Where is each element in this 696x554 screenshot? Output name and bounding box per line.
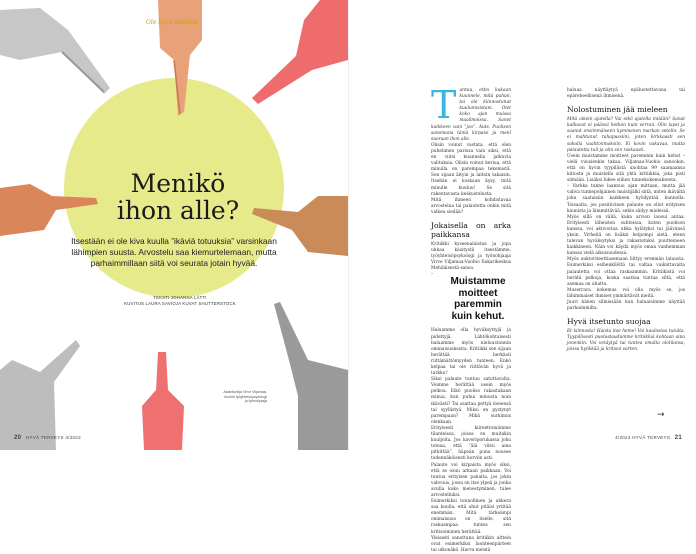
body-paragraph: Usein muistamme moitteet paremmin kuin kehut – vielä vuosienkin takaa. Viljamaa-Vuohio sanookin, että on hyvin tyypillistä unohtaa 99 saamaansa kiitosta ja muistella sitä yhtä kritiikkia, joka pisti silmään. Lisäksi lukee siihen tunnekokemuksesta. — [567, 153, 685, 184]
hand-top-left-icon — [0, 0, 120, 100]
body-paragraph: haluaa näyttäytyä epäluotettavana tai epäreheellisenä ihmisenä. — [567, 88, 685, 100]
body-paragraph: Esimerkiksi tunnollinen ja ahkera saa kuulla, että ohut pitäisi yrittää enemmän. Mitä tärkeämpi ominaisuus on itselle, sitä raskaampaa tuntea sen kritisoiminen herättää. — [431, 499, 511, 535]
body-paragraph: Olisin voinut vastata, että olen puhelimen parissa vain siksi, että en viitsi kuunnella jatkuvia valituksia. Olisin voinut keriua, että minulla on parempaa tekemistä. Sen sijaan äityin ja laitoin takaisin. Itsehän ei koskaan kysy, mitä minulle kuuluu! Se sitä rakentavasta keskustelusta. — [431, 142, 511, 197]
left-folio — [14, 435, 81, 441]
intro-paragraph: untuu, etteı kukaan kuunnele, mitä puhun, tai ole kiinnostunut kuulumisistani. Olet koko ajan muissa maailmoissa. Sanot kaikkeen vain ”joo”. Auts. Puolison sanomana tämä kirpaisi ja menī suoraan ihon alle. — [431, 88, 511, 142]
body-paragraph: Et kiinnosta! Haista itse heme! Voi kuulostaa tutulta. Tyypillisesti puolustaudumme kritiikkiä kohtaan aina jonenkin. Voi vetäytyä tai tuntea omalta olotilansa, joissa hyökkää ja kritisoi varten. — [567, 329, 685, 353]
body-paragraph: Myös auktoriteettiasemaan liittyy erenmän latausta. Esimerkiksi esihenkilöltä tai valtaa vaikuttavalta palautetta voi ottaa raskaammin. Kritiikistä voi herätä pelkoja, koska saattaa tuntua siltä, että asemaa on uhattu. — [567, 257, 685, 287]
body-paragraph: Kritiikki kyseenalaistaa ja jopa uhkaa käsitystä itsestämme, työyhteisöpsykologi ja työnohjaaja Virve Viljamaa-Vuohio Ilakarikeskus Mehiläisestä sanoo. — [431, 241, 511, 272]
body-paragraph: Siksi palaute tuntuu satuttavalta. Voimme herättää usein myös pelkoa. Eikö puoliso rakastakaan minua, kun puhui minusta noin ikävästi? Tai saattaa pettyä itseensä tai syyllistyä. Miksi en pystynyt parempaan? Mikä surkimus olenkaan. — [431, 377, 511, 425]
body-paragraph: – Varkka tunne laannuu ajan mittaan, mutta jää vahva tunnepohjainen muistijälki siitä, miten ikävältä joku saataisiin kaikkeen hyödyntää kunnolla. Toisaalta, jos positiivinen palaute on ollut erityisen kaunista ja lämmittävää, sekin säilyy mielessä. — [567, 184, 685, 214]
left-folio-text: HYVÄ TERVEYS 4/2022 — [25, 435, 81, 440]
subheading: Nolostuminen jää mieleen — [567, 105, 668, 115]
subheading: Jokaisella on arka paikkansa — [431, 220, 511, 239]
column-2 — [567, 88, 685, 354]
left-page — [0, 0, 348, 450]
subheading: Hyvä itsetunto suojaa — [567, 317, 651, 327]
hand-top-center-icon — [150, 0, 210, 120]
hand-top-right-icon — [240, 0, 348, 110]
body-paragraph: Muserrava kokemus voi olla myös se, jos lähimmaiset ihmiset ymmärtävät meitä. — [567, 287, 685, 299]
right-page — [348, 0, 696, 553]
credit-text: TEKSTI JOHANNA LÄTTI — [153, 295, 207, 300]
credit-photos: KUVITUS LAURA SAVIOJA KUVAT SHUTTERSTOCK — [124, 301, 236, 306]
left-page-number: 20 — [14, 435, 22, 441]
body-paragraph: Yleisesti sanottuna kritiikin alttein ovat esimerkiksi luonteenpiirteet tai ulkonäkö. Harva meistä — [431, 535, 511, 553]
body-paragraph: Erityisesti kiireettomiimme tilanteissa, joissa on muitakin kuuljoita. Jos kaveriporukassa joku toteaa, että ”älä viitsi aina pitkittää”, häpeän puna nousee todennäköisesti korviin asti. — [431, 425, 511, 462]
hand-bottom-right-icon — [268, 300, 348, 450]
drop-cap: T — [431, 83, 457, 127]
title-line-2: ihon alle? — [116, 196, 240, 225]
right-page-number: 21 — [674, 435, 682, 441]
title-line-1: Menikö — [130, 169, 226, 198]
hand-bottom-left-icon — [0, 330, 80, 450]
credits — [110, 295, 250, 307]
body-paragraph: Juuri hänen silmissään kun haluaisimme näyttää parhaimmilta. — [567, 300, 685, 312]
body-paragraph: Mitä oikein ajatella? Vai eikö ajatella mitään? Sanat kalkuvat ei päässä hetken kuin verran. Olin lapsi ja saanut ensimmäiseen kymmenen markan setelin. Se ei mahtunut rahapussiini, joten kirkkaasti sen sakolla vaahtonmaksiin. Ei kovin vakavaa, mutta palautetta tuli ja olin sen raskaasti. — [567, 117, 685, 153]
body-paragraph: Myös sillä on väliä, kuka arvion lausui antaa. Erityisesti läheisten suhteissa, kuten puolison kanssa, voi aktivoitua uhka hylätyksi tai jäävänsä yksin. Virheitä on lisäksi helpompi sietä, eteen tulevan hyväksytyksi ja rakastetuksi puutteineen kaikkineen. Näin voi käydä myös oman vanhemman kanssa vielä aikuisuudessa. — [567, 214, 685, 257]
column-1 — [431, 83, 511, 554]
expert-caption: Asiantuntija Virve Viljamaa-Vuohio työyhteisöpsykologi ja työnohjaaja — [223, 390, 267, 404]
lead-paragraph: Itsestään ei ole kiva kuulla ”ikäviä totuuksia” varsinkaan lähimpien suusta. Arvostelu saa kiemurtelemaan, mutta parhaimmillaan siitä voi seurata jotain hyvää. — [71, 236, 277, 268]
continue-arrow-icon: → — [657, 410, 665, 420]
page-title — [78, 170, 278, 224]
section-kicker: Ole hyvä itsellesi — [146, 19, 198, 26]
body-paragraph: – Haluamme olla hyväksyttyjä ja pidettyjä. Lähtökohtaisesti haluamme myös nieluustunnin ominaisuuksista. Kritiikki sen sijaan herättää herkästi riittämättömyyden tunteen. Enkö kelpaa tai ole riittävän hyvä ja tarkka? — [431, 272, 511, 377]
right-folio-text: 4/2022 HYVÄ TERVEYS — [615, 435, 671, 440]
pull-quote: Muistamme moitteet paremmin kuin kehut. — [450, 276, 506, 322]
right-folio — [615, 435, 682, 441]
hand-bottom-center-icon — [138, 350, 188, 450]
body-paragraph: Palaute voi kirpaista myös siksi, että se osuu arkaan paikkaan. Voi tuntua erityisen pahalta, jos jokin vahvuus, jossa on itse ylpeä ja jonka avulla koko menestyminen, tulee arvostelluksi. — [431, 462, 511, 498]
body-paragraph: Mitä ihmeen kohdistavaa arvostelua tai palautetta onkin mitä valkea siedää? — [431, 197, 511, 215]
